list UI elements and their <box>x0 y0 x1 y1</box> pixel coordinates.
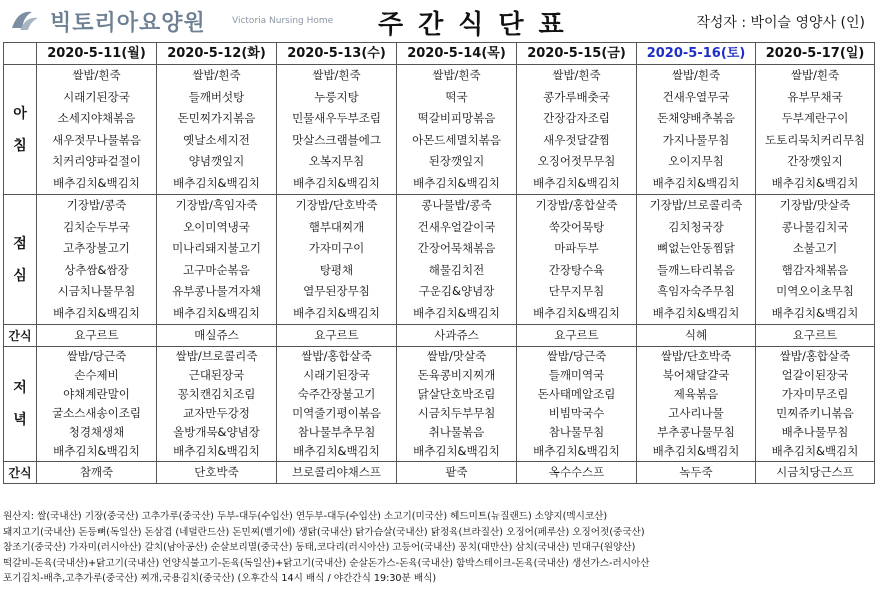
menu-item: 시래기된장국 <box>63 89 130 104</box>
meal-cell <box>756 65 875 195</box>
snack-cell: 요구르트 <box>517 325 637 347</box>
menu-item: 옛날소세지전 <box>183 132 250 147</box>
afternoon-snack-row <box>4 325 875 347</box>
menu-item: 쌀밥/브로콜리죽 <box>175 349 258 363</box>
menu-item: 쌀밥/단호박죽 <box>660 349 732 363</box>
menu-item: 얼갈이된장국 <box>781 368 849 382</box>
meal-cell <box>277 65 397 195</box>
meal-cell <box>157 347 277 462</box>
menu-item: 배추김치&백김치 <box>173 444 260 458</box>
menu-item: 된장깻잎지 <box>428 154 485 168</box>
menu-item: 흑임자숙주무침 <box>657 284 735 298</box>
menu-item: 쌀밥/홍합살죽 <box>301 349 372 363</box>
menu-item: 김치순두부국 <box>63 219 130 234</box>
menu-item: 배추김치&백김치 <box>53 444 140 458</box>
menu-item: 쌀밥/홍합살죽 <box>779 349 851 363</box>
meal-cell <box>277 195 397 325</box>
menu-item: 야채계란말이 <box>63 387 130 401</box>
snack-cell: 팥죽 <box>397 462 517 484</box>
menu-item: 배추김치&백김치 <box>413 305 500 320</box>
snack-cell: 옥수수스프 <box>517 462 637 484</box>
header <box>0 0 877 42</box>
menu-item: 시래기된장국 <box>303 368 370 382</box>
meal-cell <box>397 65 517 195</box>
menu-item: 뼈없는안동찜닭 <box>657 241 735 255</box>
menu-item: 돈사태메알조림 <box>537 387 616 401</box>
origin-line: 포기김치-배추,고추가루(중국산) 찌개,국용김치(중국산) (오후간식 14시 배식 / 야간간식 19:30분 배식) <box>3 573 437 585</box>
meal-cell <box>37 195 157 325</box>
menu-item: 상추쌈&쌈장 <box>64 262 129 277</box>
menu-item: 간장감자조림 <box>543 111 610 125</box>
breakfast-row-label: 아 침 <box>4 65 37 195</box>
menu-item: 쌀밥/흰죽 <box>72 68 121 82</box>
date-header: 2020-5-13(수) <box>277 43 397 65</box>
menu-item: 새우젓무나물볶음 <box>52 132 141 147</box>
menu-item: 가지나물무침 <box>662 132 730 147</box>
menu-item: 기장밥/브로콜리죽 <box>649 198 743 212</box>
menu-item: 아몬드세멸치볶음 <box>412 132 501 147</box>
menu-item: 쌀밥/당근죽 <box>546 349 607 363</box>
org-name: 빅토리아요양원 <box>50 11 206 36</box>
menu-item: 시금치나물무침 <box>57 284 136 298</box>
breakfast-row <box>4 65 875 195</box>
dinner-row-label: 저 녁 <box>4 347 37 462</box>
menu-item: 부추콩나물무침 <box>657 425 735 439</box>
menu-item: 쌀밥/흰죽 <box>312 68 361 82</box>
menu-item: 쌀밥/흰죽 <box>552 68 601 82</box>
menu-item: 콩나물김치국 <box>781 219 849 234</box>
origin-line: 돼지고기(국내산) 돈등뼈(독일산) 돈삼겹 (네덜란드산) 돈민찌(벨기에) 생닭(국내산) 닭가슴살(국내산) 닭정육(브라질산) 오징어(페루산) 오징어젓(중국산) <box>3 526 645 538</box>
menu-item: 햄부대찌개 <box>308 219 365 234</box>
menu-item: 고추장불고기 <box>63 241 130 255</box>
origin-notes <box>3 509 874 587</box>
menu-item: 기장밥/흑임자죽 <box>175 198 258 212</box>
menu-item: 배추김치&백김치 <box>53 305 140 320</box>
menu-item: 햄감자채볶음 <box>781 262 849 277</box>
meal-cell <box>37 347 157 462</box>
menu-item: 탕평채 <box>319 262 354 277</box>
menu-item: 배추김치&백김치 <box>293 444 380 458</box>
menu-item: 기장밥/단호박죽 <box>295 198 378 212</box>
menu-item: 오징어젓무무침 <box>537 154 616 168</box>
menu-item: 참나물무침 <box>548 425 605 439</box>
menu-item: 간장깻잎지 <box>787 154 843 168</box>
dinner-row <box>4 347 875 462</box>
menu-item: 건새우얼갈이국 <box>417 219 496 234</box>
snack-cell: 사과쥬스 <box>397 325 517 347</box>
lunch-row <box>4 195 875 325</box>
menu-item: 도토리묵치커리무침 <box>765 132 865 147</box>
menu-item: 배추나물무침 <box>781 425 849 439</box>
menu-item: 가자미무조림 <box>781 387 849 401</box>
menu-item: 간장탕수육 <box>548 262 605 277</box>
menu-item: 닭살단호박조림 <box>417 387 496 401</box>
menu-item: 숙주간장불고기 <box>297 387 376 401</box>
lunch-row-label: 점 심 <box>4 195 37 325</box>
meal-cell <box>397 347 517 462</box>
menu-item: 배추김치&백김치 <box>533 175 620 190</box>
menu-item: 배추김치&백김치 <box>652 175 740 190</box>
menu-item: 기장밥/맛살죽 <box>779 198 851 212</box>
snack-cell: 단호박죽 <box>157 462 277 484</box>
corner-cell <box>4 43 37 65</box>
menu-item: 미역줄기평이볶음 <box>292 406 381 420</box>
menu-item: 오복지무침 <box>308 154 365 168</box>
snack-cell: 식혜 <box>637 325 756 347</box>
logo-icon <box>10 6 40 34</box>
meal-cell <box>517 347 637 462</box>
menu-item: 배추김치&백김치 <box>652 305 740 320</box>
menu-item: 단무지무침 <box>548 284 605 298</box>
menu-item: 꽁치캔김치조림 <box>177 387 256 401</box>
menu-item: 쌀밥/흰죽 <box>432 68 481 82</box>
date-header-saturday: 2020-5-16(토) <box>637 43 756 65</box>
snack-cell: 시금치당근스프 <box>756 462 875 484</box>
menu-item: 유부콩나물겨자채 <box>172 284 261 298</box>
menu-item: 기장밥/홍합살죽 <box>535 198 618 212</box>
date-header: 2020-5-17(일) <box>756 43 875 65</box>
menu-item: 배추김치&백김치 <box>771 175 859 190</box>
menu-item: 미나리돼지불고기 <box>172 241 261 255</box>
menu-item: 배추김치&백김치 <box>293 175 380 190</box>
menu-item: 배추김치&백김치 <box>652 444 740 458</box>
meal-cell <box>517 195 637 325</box>
menu-item: 간장어묵채볶음 <box>417 241 496 255</box>
menu-item: 배추김치&백김치 <box>173 305 260 320</box>
afternoon-snack-row-label: 간식 <box>4 325 37 347</box>
org-name-english: Victoria Nursing Home <box>232 16 334 26</box>
meal-cell <box>637 195 756 325</box>
menu-item: 돈육콩비지찌개 <box>417 368 496 382</box>
menu-item: 배추김치&백김치 <box>53 175 140 190</box>
menu-item: 굴소스새송이조림 <box>52 406 141 420</box>
menu-item: 들깨버섯탕 <box>188 89 245 104</box>
menu-item: 기장밥/콩죽 <box>66 198 127 212</box>
menu-item: 돈민찌가지볶음 <box>177 111 256 125</box>
menu-item: 배추김치&백김치 <box>173 175 260 190</box>
author-line: 작성자 : 박이슬 영양사 (인) <box>696 15 865 31</box>
menu-item: 소불고기 <box>792 241 838 255</box>
origin-line: 원산지: 쌀(국내산) 기장(중국산) 고추가루(중국산) 두부-대두(수입산) 연두부-대두(수입산) 소고기(미국산) 헤드미트(뉴질랜드) 소양지(멕시코산) <box>3 511 608 522</box>
menu-item: 쌀밥/맛살죽 <box>426 349 487 363</box>
menu-item: 누룽지탕 <box>314 89 359 104</box>
date-header: 2020-5-15(금) <box>517 43 637 65</box>
meal-cell <box>637 65 756 195</box>
menu-item: 김치청국장 <box>668 219 724 234</box>
meal-cell <box>517 65 637 195</box>
night-snack-row <box>4 462 875 484</box>
menu-item: 콩나물밥/콩죽 <box>421 198 492 212</box>
menu-item: 교자만두강정 <box>183 406 250 420</box>
menu-item: 열무된장무침 <box>303 284 370 298</box>
origin-line: 떡갈비-돈육(국내산)+닭고기(국내산) 언양식불고기-돈육(독일산)+닭고기(국내산) 순살돈가스-돈육(국내산) 함박스테이크-돈육(국내산) 생선가스-러시아산 <box>3 557 650 569</box>
menu-item: 해물김치전 <box>428 262 485 277</box>
meal-cell <box>157 195 277 325</box>
menu-item: 쑥갓어묵탕 <box>548 219 605 234</box>
date-header: 2020-5-11(월) <box>37 43 157 65</box>
menu-item: 고구마순볶음 <box>183 262 250 277</box>
snack-cell: 녹두죽 <box>637 462 756 484</box>
menu-item: 맛살스크램블에그 <box>292 132 381 147</box>
menu-item: 구운김&양념장 <box>418 284 495 298</box>
snack-cell: 브로콜리야채스프 <box>277 462 397 484</box>
snack-cell: 요구르트 <box>37 325 157 347</box>
meal-cell <box>397 195 517 325</box>
menu-item: 제육볶음 <box>673 387 719 401</box>
weekly-menu-table <box>3 42 875 484</box>
menu-item: 배추김치&백김치 <box>771 444 859 458</box>
menu-item: 민찌쥬키니볶음 <box>776 406 854 420</box>
date-header: 2020-5-12(화) <box>157 43 277 65</box>
menu-item: 배추김치&백김치 <box>533 305 620 320</box>
menu-item: 양념깻잎지 <box>188 154 245 168</box>
snack-cell: 참깨죽 <box>37 462 157 484</box>
menu-item: 비빔막국수 <box>548 406 605 420</box>
menu-item: 유부무채국 <box>787 89 843 104</box>
meal-cell <box>637 347 756 462</box>
meal-cell <box>37 65 157 195</box>
menu-item: 시금치두부무침 <box>417 406 496 420</box>
menu-item: 들깨느타리볶음 <box>657 262 735 277</box>
menu-item: 소세지야채볶음 <box>57 111 136 125</box>
menu-item: 청경채생채 <box>68 425 125 439</box>
menu-item: 배추김치&백김치 <box>293 305 380 320</box>
meal-cell <box>756 347 875 462</box>
menu-item: 쌀밥/당근죽 <box>66 349 127 363</box>
menu-item: 미역오이초무침 <box>776 284 854 298</box>
menu-item: 쌀밥/흰죽 <box>192 68 241 82</box>
menu-item: 오이지무침 <box>668 154 724 168</box>
snack-cell: 매실쥬스 <box>157 325 277 347</box>
menu-item: 배추김치&백김치 <box>771 305 859 320</box>
menu-item: 배추김치&백김치 <box>413 175 500 190</box>
menu-item: 들깨미역국 <box>548 368 605 382</box>
menu-item: 콩가루배춧국 <box>543 89 610 104</box>
menu-item: 쌀밥/흰죽 <box>671 68 721 82</box>
menu-item: 배추김치&백김치 <box>533 444 620 458</box>
snack-cell: 요구르트 <box>756 325 875 347</box>
menu-item: 배추김치&백김치 <box>413 444 500 458</box>
menu-item: 오이미역냉국 <box>183 219 250 234</box>
menu-item: 참나물부추무침 <box>297 425 376 439</box>
snack-cell: 요구르트 <box>277 325 397 347</box>
menu-item: 새우젓달걀찜 <box>543 132 610 147</box>
menu-item: 떡갈비피망볶음 <box>417 111 496 125</box>
menu-item: 돈채양배추볶음 <box>657 111 735 125</box>
menu-item: 치커리양파겉절이 <box>52 154 141 168</box>
menu-item: 가자미구이 <box>308 241 365 255</box>
menu-item: 떡국 <box>445 89 468 104</box>
date-header-row <box>4 43 875 65</box>
menu-item: 손수제비 <box>74 368 119 382</box>
menu-item: 고사리나물 <box>668 406 724 420</box>
page-title: 주간식단표 <box>378 10 579 40</box>
menu-item: 건새우열무국 <box>662 89 730 104</box>
night-snack-row-label: 간식 <box>4 462 37 484</box>
menu-item: 올방개묵&양념장 <box>173 425 260 439</box>
menu-item: 마파두부 <box>554 241 599 255</box>
menu-item: 쌀밥/흰죽 <box>790 68 840 82</box>
menu-item: 취나물볶음 <box>428 425 485 439</box>
meal-cell <box>277 347 397 462</box>
menu-item: 북어채달걀국 <box>662 368 730 382</box>
meal-cell <box>157 65 277 195</box>
meal-cell <box>756 195 875 325</box>
date-header: 2020-5-14(목) <box>397 43 517 65</box>
menu-item: 민물새우두부조림 <box>292 111 381 125</box>
menu-item: 근대된장국 <box>188 368 245 382</box>
menu-item: 두부계란구이 <box>781 111 849 125</box>
origin-line: 참조기(중국산) 가자미(러시아산) 갈치(남아공산) 순살보리멸(중국산) 동태,코다리(러시아산) 고등어(국내산) 꽁치(대만산) 삼치(국내산) 민대구(원양산) <box>3 542 636 554</box>
